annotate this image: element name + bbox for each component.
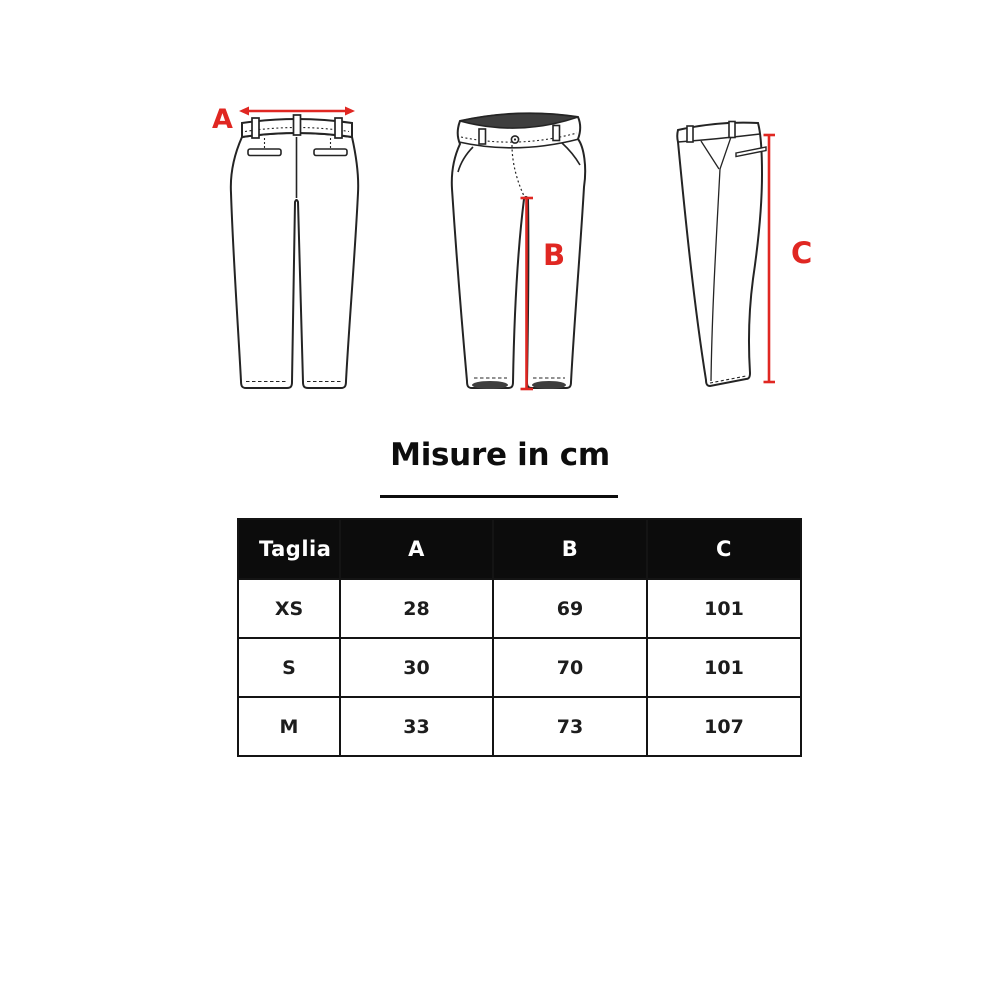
size-cell: 101 <box>647 638 801 697</box>
pants-back-outline <box>231 115 358 388</box>
size-table <box>237 518 802 757</box>
size-name: XS <box>238 579 340 638</box>
size-name: M <box>238 697 340 756</box>
pants-side-view-drawing <box>665 95 795 405</box>
header-c: C <box>647 519 801 579</box>
back-pocket-left <box>248 149 281 156</box>
size-cell: 107 <box>647 697 801 756</box>
header-taglia: Taglia <box>238 519 340 579</box>
size-cell: 69 <box>493 579 647 638</box>
size-table-header-row <box>238 519 801 579</box>
page-title: Misure in cm <box>390 437 610 473</box>
size-cell: 73 <box>493 697 647 756</box>
size-cell: 28 <box>340 579 493 638</box>
back-pocket-right <box>314 149 347 156</box>
measure-c-line <box>764 135 776 382</box>
pants-side-outline <box>677 122 766 387</box>
title-underline <box>380 495 618 498</box>
size-name: S <box>238 638 340 697</box>
table-row-s <box>238 638 801 697</box>
size-cell: 33 <box>340 697 493 756</box>
table-row-m <box>238 697 801 756</box>
measure-label-a: A <box>212 104 233 135</box>
size-cell: 70 <box>493 638 647 697</box>
measure-label-b: B <box>543 238 566 272</box>
measure-label-c: C <box>791 236 813 270</box>
header-a: A <box>340 519 493 579</box>
pants-front-outline <box>452 113 585 389</box>
header-b: B <box>493 519 647 579</box>
size-cell: 30 <box>340 638 493 697</box>
pants-back-view-drawing <box>195 95 430 405</box>
size-cell: 101 <box>647 579 801 638</box>
table-row-xs <box>238 579 801 638</box>
